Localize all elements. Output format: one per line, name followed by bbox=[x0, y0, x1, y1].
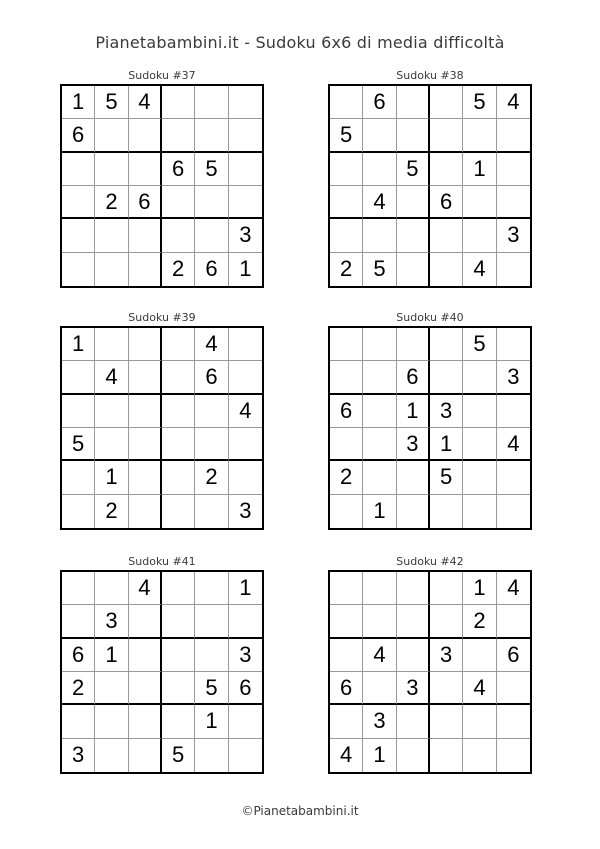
sudoku-cell: 1 bbox=[363, 495, 396, 528]
sudoku-puzzle-39 bbox=[60, 310, 264, 530]
sudoku-cell bbox=[129, 219, 162, 252]
sudoku-cell bbox=[195, 495, 228, 528]
sudoku-cell bbox=[129, 395, 162, 428]
sudoku-cell bbox=[195, 395, 228, 428]
sudoku-cell bbox=[430, 119, 463, 152]
sudoku-cell bbox=[363, 361, 396, 394]
sudoku-cell: 4 bbox=[363, 186, 396, 219]
sudoku-cell bbox=[62, 605, 95, 638]
sudoku-cell: 4 bbox=[463, 253, 496, 286]
sudoku-cell: 4 bbox=[497, 86, 530, 119]
sudoku-cell bbox=[497, 705, 530, 738]
sudoku-cell: 6 bbox=[497, 639, 530, 672]
sudoku-cell bbox=[330, 361, 363, 394]
sudoku-cell bbox=[497, 119, 530, 152]
sudoku-cell bbox=[95, 739, 128, 772]
sudoku-cell: 3 bbox=[397, 428, 430, 461]
sudoku-cell bbox=[162, 395, 195, 428]
sudoku-cell: 3 bbox=[229, 219, 262, 252]
sudoku-cell: 1 bbox=[239, 256, 252, 282]
sudoku-cell bbox=[497, 186, 530, 219]
sudoku-cell: 2 bbox=[162, 253, 195, 286]
sudoku-cell: 4 bbox=[497, 428, 530, 461]
sudoku-cell: 3 bbox=[62, 739, 95, 772]
sudoku-cell: 1 bbox=[229, 572, 262, 605]
sudoku-cell: 1 bbox=[95, 639, 128, 672]
sudoku-cell bbox=[430, 361, 463, 394]
sudoku-cell: 4 bbox=[129, 572, 162, 605]
sudoku-cell bbox=[463, 219, 496, 252]
sudoku-cell bbox=[330, 328, 363, 361]
sudoku-cell bbox=[430, 86, 463, 119]
sudoku-cell bbox=[195, 739, 228, 772]
sudoku-cell: 6 bbox=[330, 395, 363, 428]
sudoku-grid bbox=[60, 570, 264, 774]
sudoku-cell bbox=[497, 153, 530, 186]
sudoku-cell: 6 bbox=[195, 253, 228, 286]
sudoku-cell bbox=[463, 428, 496, 461]
sudoku-grid bbox=[60, 84, 264, 288]
sudoku-cell bbox=[497, 672, 530, 705]
sudoku-cell bbox=[162, 672, 195, 705]
sudoku-cell bbox=[463, 395, 496, 428]
sudoku-cell bbox=[195, 639, 228, 672]
sudoku-cell bbox=[62, 495, 95, 528]
sudoku-cell bbox=[195, 605, 228, 638]
puzzle-label: Sudoku #38 bbox=[396, 69, 464, 82]
sudoku-cell bbox=[62, 219, 95, 252]
sudoku-cell bbox=[95, 672, 128, 705]
sudoku-cell: 5 bbox=[397, 153, 430, 186]
sudoku-cell bbox=[397, 461, 430, 494]
sudoku-cell bbox=[95, 153, 128, 186]
puzzle-label: Sudoku #41 bbox=[128, 555, 196, 568]
sudoku-cell bbox=[397, 219, 430, 252]
sudoku-cell bbox=[397, 495, 430, 528]
sudoku-cell bbox=[229, 705, 262, 738]
sudoku-cell: 1 bbox=[397, 395, 430, 428]
sudoku-puzzle-38 bbox=[328, 68, 532, 288]
sudoku-cell: 6 bbox=[62, 119, 95, 152]
sudoku-cell: 1 bbox=[195, 705, 228, 738]
sudoku-cell bbox=[330, 153, 363, 186]
sudoku-cell bbox=[162, 219, 195, 252]
sudoku-cell bbox=[129, 739, 162, 772]
sudoku-cell bbox=[229, 328, 262, 361]
sudoku-cell: 5 bbox=[463, 86, 496, 119]
sudoku-cell bbox=[62, 253, 95, 286]
sudoku-cell: 1 bbox=[62, 86, 95, 119]
sudoku-cell bbox=[162, 639, 195, 672]
sudoku-cell bbox=[397, 705, 430, 738]
sudoku-cell bbox=[497, 605, 530, 638]
sudoku-cell bbox=[430, 153, 463, 186]
sudoku-cell bbox=[497, 328, 530, 361]
sudoku-cell bbox=[397, 572, 430, 605]
sudoku-cell: 3 bbox=[229, 639, 262, 672]
sudoku-cell: 3 bbox=[95, 605, 128, 638]
sudoku-cell: 5 bbox=[463, 328, 496, 361]
puzzle-label: Sudoku #39 bbox=[128, 311, 196, 324]
sudoku-cell bbox=[363, 605, 396, 638]
sudoku-cell: 5 bbox=[430, 461, 463, 494]
sudoku-cell bbox=[195, 219, 228, 252]
sudoku-cell bbox=[397, 86, 430, 119]
sudoku-cell: 2 bbox=[330, 253, 363, 286]
sudoku-cell: 6 bbox=[363, 86, 396, 119]
puzzle-label: Sudoku #40 bbox=[396, 311, 464, 324]
sudoku-cell bbox=[463, 186, 496, 219]
sudoku-cell bbox=[397, 253, 430, 286]
sudoku-cell bbox=[397, 119, 430, 152]
sudoku-cell bbox=[430, 739, 463, 772]
sudoku-cell bbox=[95, 428, 128, 461]
sudoku-grid bbox=[328, 326, 532, 530]
sudoku-cell bbox=[95, 119, 128, 152]
sudoku-cell bbox=[363, 153, 396, 186]
footer-copyright: ©Pianetabambini.it bbox=[241, 804, 359, 818]
sudoku-cell: 3 bbox=[397, 672, 430, 705]
sudoku-cell bbox=[397, 739, 430, 772]
sudoku-cell bbox=[95, 219, 128, 252]
sudoku-cell bbox=[430, 605, 463, 638]
sudoku-cell bbox=[129, 639, 162, 672]
sudoku-cell: 2 bbox=[463, 605, 496, 638]
sudoku-cell bbox=[397, 328, 430, 361]
sudoku-cell bbox=[129, 153, 162, 186]
sudoku-grid bbox=[328, 570, 532, 774]
sudoku-cell: 6 bbox=[430, 186, 463, 219]
sudoku-cell bbox=[95, 253, 128, 286]
sudoku-cell: 5 bbox=[195, 153, 228, 186]
sudoku-cell bbox=[430, 253, 463, 286]
sudoku-cell: 2 bbox=[195, 461, 228, 494]
sudoku-cell: 5 bbox=[95, 86, 128, 119]
sudoku-cell bbox=[430, 572, 463, 605]
sudoku-cell bbox=[430, 495, 463, 528]
sudoku-cell bbox=[330, 705, 363, 738]
sudoku-cell bbox=[95, 572, 128, 605]
sudoku-cell bbox=[463, 119, 496, 152]
sudoku-cell: 4 bbox=[95, 361, 128, 394]
sudoku-cell bbox=[162, 428, 195, 461]
sudoku-cell: 1 bbox=[430, 428, 463, 461]
puzzle-label: Sudoku #42 bbox=[396, 555, 464, 568]
sudoku-cell bbox=[363, 395, 396, 428]
sudoku-cell bbox=[129, 119, 162, 152]
sudoku-cell: 3 bbox=[497, 361, 530, 394]
sudoku-cell: 4 bbox=[497, 572, 530, 605]
sudoku-cell bbox=[62, 153, 95, 186]
sudoku-cell bbox=[229, 361, 262, 394]
sudoku-grid bbox=[328, 84, 532, 288]
sudoku-cell: 3 bbox=[430, 395, 463, 428]
sudoku-cell bbox=[463, 461, 496, 494]
sudoku-cell bbox=[330, 495, 363, 528]
sudoku-cell bbox=[95, 328, 128, 361]
sudoku-cell: 2 bbox=[62, 672, 95, 705]
sudoku-cell bbox=[162, 572, 195, 605]
sudoku-cell bbox=[330, 605, 363, 638]
sudoku-cell bbox=[330, 572, 363, 605]
sudoku-puzzle-40 bbox=[328, 310, 532, 530]
sudoku-cell bbox=[162, 186, 195, 219]
sudoku-cell bbox=[330, 186, 363, 219]
sudoku-cell: 6 bbox=[62, 639, 95, 672]
sudoku-cell bbox=[162, 705, 195, 738]
sudoku-cell bbox=[229, 739, 262, 772]
sudoku-cell bbox=[95, 705, 128, 738]
sudoku-cell: 4 bbox=[363, 639, 396, 672]
sudoku-cell bbox=[62, 705, 95, 738]
sudoku-puzzle-37 bbox=[60, 68, 264, 288]
sudoku-cell: 6 bbox=[195, 361, 228, 394]
sudoku-cell: 5 bbox=[62, 428, 95, 461]
sudoku-cell bbox=[129, 461, 162, 494]
sudoku-cell: 2 bbox=[95, 495, 128, 528]
sudoku-cell bbox=[129, 428, 162, 461]
sudoku-cell bbox=[129, 672, 162, 705]
sudoku-cell bbox=[430, 328, 463, 361]
sudoku-cell: 2 bbox=[95, 186, 128, 219]
page-title: Pianetabambini.it - Sudoku 6x6 di media difficoltà bbox=[95, 33, 505, 52]
sudoku-cell: 1 bbox=[95, 461, 128, 494]
sudoku-cell bbox=[463, 705, 496, 738]
sudoku-cell bbox=[330, 639, 363, 672]
sudoku-cell bbox=[363, 672, 396, 705]
sudoku-cell bbox=[162, 86, 195, 119]
sudoku-cell bbox=[497, 461, 530, 494]
sudoku-cell: 4 bbox=[129, 86, 162, 119]
sudoku-cell bbox=[463, 739, 496, 772]
sudoku-cell: 5 bbox=[330, 119, 363, 152]
sudoku-cell bbox=[229, 153, 262, 186]
sudoku-cell bbox=[497, 495, 530, 528]
sudoku-cell bbox=[162, 361, 195, 394]
sudoku-cell bbox=[129, 328, 162, 361]
sudoku-cell bbox=[129, 605, 162, 638]
sudoku-cell bbox=[62, 572, 95, 605]
sudoku-cell bbox=[430, 219, 463, 252]
sudoku-cell bbox=[229, 119, 262, 152]
sudoku-cell bbox=[229, 428, 262, 461]
sudoku-cell bbox=[397, 639, 430, 672]
sudoku-cell: 5 bbox=[363, 253, 396, 286]
sudoku-cell: 6 bbox=[229, 672, 262, 705]
sudoku-cell bbox=[397, 605, 430, 638]
sudoku-cell bbox=[463, 639, 496, 672]
sudoku-cell: 4 bbox=[195, 328, 228, 361]
sudoku-cell bbox=[330, 219, 363, 252]
sudoku-cell: 4 bbox=[463, 672, 496, 705]
sudoku-cell bbox=[497, 395, 530, 428]
sudoku-cell bbox=[430, 672, 463, 705]
sudoku-cell bbox=[62, 395, 95, 428]
sudoku-cell bbox=[229, 86, 262, 119]
sudoku-cell bbox=[229, 605, 262, 638]
sudoku-cell bbox=[363, 572, 396, 605]
sudoku-cell: 6 bbox=[330, 672, 363, 705]
sudoku-cell: 3 bbox=[430, 639, 463, 672]
sudoku-cell bbox=[229, 186, 262, 219]
sudoku-cell bbox=[162, 328, 195, 361]
sudoku-cell bbox=[463, 495, 496, 528]
sudoku-cell bbox=[195, 86, 228, 119]
sudoku-cell bbox=[397, 186, 430, 219]
sudoku-cell bbox=[330, 86, 363, 119]
sudoku-cell bbox=[195, 186, 228, 219]
sudoku-cell bbox=[229, 461, 262, 494]
sudoku-cell: 5 bbox=[162, 739, 195, 772]
puzzle-label: Sudoku #37 bbox=[128, 69, 196, 82]
sudoku-cell: 6 bbox=[129, 186, 162, 219]
sudoku-cell: 6 bbox=[162, 153, 195, 186]
sudoku-cell: 4 bbox=[229, 395, 262, 428]
sudoku-cell bbox=[497, 253, 530, 286]
sudoku-cell: 1 bbox=[62, 328, 95, 361]
sudoku-cell bbox=[363, 428, 396, 461]
sudoku-cell bbox=[430, 705, 463, 738]
sudoku-cell: 3 bbox=[239, 498, 252, 524]
sudoku-cell bbox=[62, 461, 95, 494]
sudoku-puzzle-42 bbox=[328, 554, 532, 774]
sudoku-cell: 1 bbox=[363, 739, 396, 772]
sudoku-cell: 2 bbox=[330, 461, 363, 494]
sudoku-cell: 1 bbox=[463, 153, 496, 186]
sudoku-cell bbox=[195, 428, 228, 461]
sudoku-cell: 4 bbox=[330, 739, 363, 772]
sudoku-cell: 3 bbox=[363, 705, 396, 738]
sudoku-cell bbox=[129, 495, 162, 528]
sudoku-cell bbox=[363, 219, 396, 252]
sudoku-cell: 5 bbox=[195, 672, 228, 705]
sudoku-cell bbox=[62, 361, 95, 394]
sudoku-grid bbox=[60, 326, 264, 530]
sudoku-cell bbox=[162, 119, 195, 152]
sudoku-cell bbox=[162, 605, 195, 638]
sudoku-cell bbox=[62, 186, 95, 219]
sudoku-cell bbox=[195, 572, 228, 605]
sudoku-cell bbox=[363, 461, 396, 494]
sudoku-cell bbox=[363, 119, 396, 152]
sudoku-cell bbox=[129, 253, 162, 286]
sudoku-cell bbox=[129, 705, 162, 738]
sudoku-cell bbox=[129, 361, 162, 394]
sudoku-cell bbox=[95, 395, 128, 428]
sudoku-cell bbox=[497, 739, 530, 772]
sudoku-cell: 3 bbox=[497, 219, 530, 252]
sudoku-cell bbox=[162, 495, 195, 528]
sudoku-cell bbox=[330, 428, 363, 461]
sudoku-cell bbox=[162, 461, 195, 494]
sudoku-cell bbox=[363, 328, 396, 361]
sudoku-cell bbox=[463, 361, 496, 394]
sudoku-cell: 6 bbox=[397, 361, 430, 394]
sudoku-cell: 1 bbox=[463, 572, 496, 605]
sudoku-cell bbox=[195, 119, 228, 152]
sudoku-puzzle-41 bbox=[60, 554, 264, 774]
